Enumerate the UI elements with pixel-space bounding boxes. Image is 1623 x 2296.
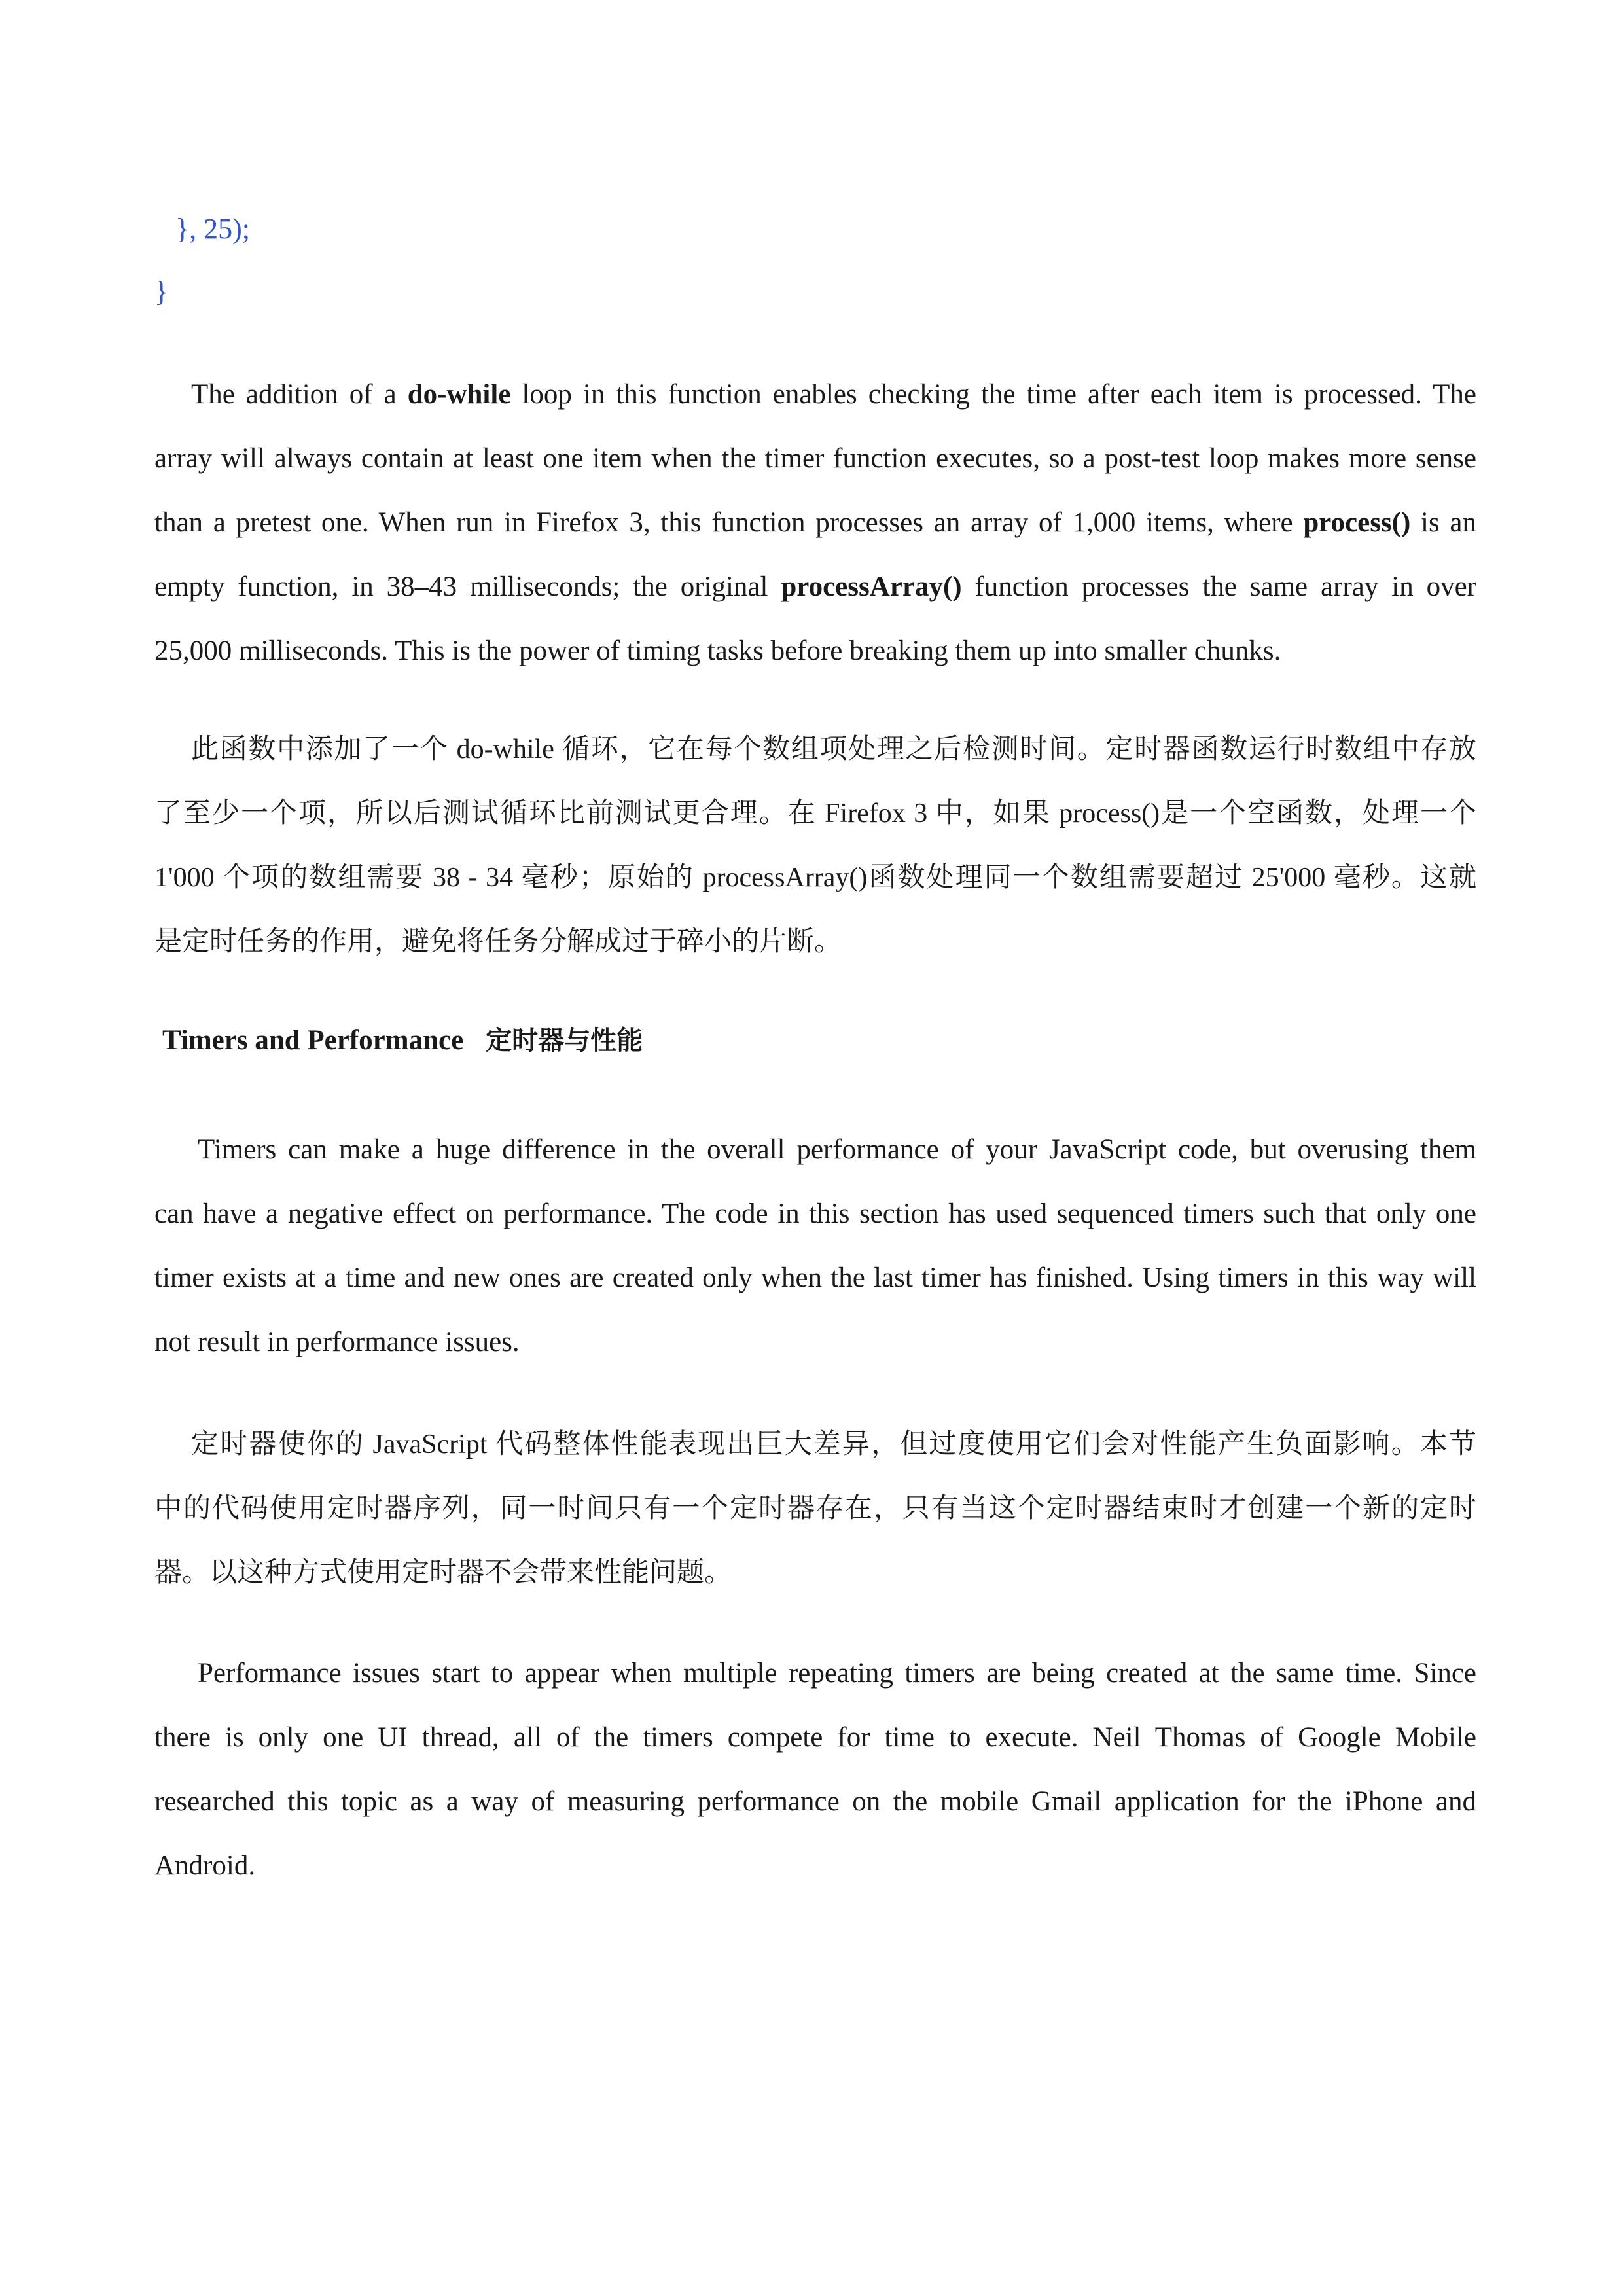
keyword-do-while: do-while <box>407 379 511 410</box>
section-heading-zh: 定时器与性能 <box>486 1026 643 1056</box>
text-run: empty function, in 38–43 milliseconds; the original <box>154 571 781 602</box>
keyword-process: process() <box>1303 507 1411 538</box>
paragraph-line: there is only one UI thread, all of the timers compete for time to execute. Neil Thomas of Google Mobile <box>154 1722 1476 1753</box>
paragraph-line: can have a negative effect on performance. The code in this section has used sequenced timers such that only one <box>154 1198 1476 1229</box>
paragraph-dowhile-en <box>154 363 1476 683</box>
paragraph-line: 中的代码使用定时器序列，同一时间只有一个定时器存在，只有当这个定时器结束时才创建一个新的定时 <box>154 1494 1476 1524</box>
code-line-closing-callback: }, 25); <box>175 213 250 245</box>
paragraph-line: Android. <box>154 1850 256 1881</box>
paragraph-line <box>154 555 1476 619</box>
paragraph-line: Timers can make a huge difference in the overall performance of your JavaScript code, but overusing them <box>198 1134 1476 1165</box>
paragraph-line <box>154 363 1476 427</box>
paragraph-timers-en <box>154 1118 1476 1374</box>
paragraph-line: 是定时任务的作用，避免将任务分解成过于碎小的片断。 <box>154 927 842 957</box>
code-line-closing-brace: } <box>154 276 169 308</box>
paragraph-line: 器。以这种方式使用定时器不会带来性能问题。 <box>154 1558 732 1588</box>
paragraph-performance-en <box>154 1641 1476 1898</box>
text-run: than a pretest one. When run in Firefox 3, this function processes an array of 1,000 items, where <box>154 507 1304 538</box>
keyword-processarray: processArray() <box>781 571 962 602</box>
section-heading-en: Timers and Performance <box>162 1025 464 1056</box>
paragraph-line: 了至少一个项，所以后测试循环比前测试更合理。在 Firefox 3 中，如果 process()是一个空函数，处理一个 <box>154 798 1476 829</box>
paragraph-line: Performance issues start to appear when multiple repeating timers are being created at the same time. Since <box>198 1658 1476 1689</box>
text-run: function processes the same array in over <box>961 571 1476 602</box>
paragraph-line: 1'000 个项的数组需要 38 - 34 毫秒；原始的 processArray()函数处理同一个数组需要超过 25'000 毫秒。这就 <box>154 863 1476 893</box>
paragraph-line: array will always contain at least one item when the timer function executes, so a post-test loop makes more sense <box>154 443 1476 474</box>
paragraph-line: 定时器使你的 JavaScript 代码整体性能表现出巨大差异，但过度使用它们会对性能产生负面影响。本节 <box>191 1429 1476 1460</box>
paragraph-line: 25,000 milliseconds. This is the power of timing tasks before breaking them up into smaller chunks. <box>154 636 1281 666</box>
paragraph-dowhile-zh <box>154 717 1476 974</box>
paragraph-line <box>154 491 1476 555</box>
paragraph-line: timer exists at a time and new ones are created only when the last timer has finished. Using timers in this way will <box>154 1263 1476 1293</box>
text-run: The addition of a <box>191 379 408 410</box>
paragraph-line: not result in performance issues. <box>154 1327 520 1357</box>
text-run: loop in this function enables checking the time after each item is processed. The <box>510 379 1476 410</box>
paragraph-line: 此函数中添加了一个 do-while 循环，它在每个数组项处理之后检测时间。定时器函数运行时数组中存放 <box>191 734 1476 764</box>
text-run: is an <box>1410 507 1476 538</box>
paragraph-line: researched this topic as a way of measuring performance on the mobile Gmail application for the iPhone and <box>154 1786 1476 1817</box>
paragraph-timers-zh <box>154 1412 1476 1605</box>
section-heading <box>162 1026 643 1054</box>
